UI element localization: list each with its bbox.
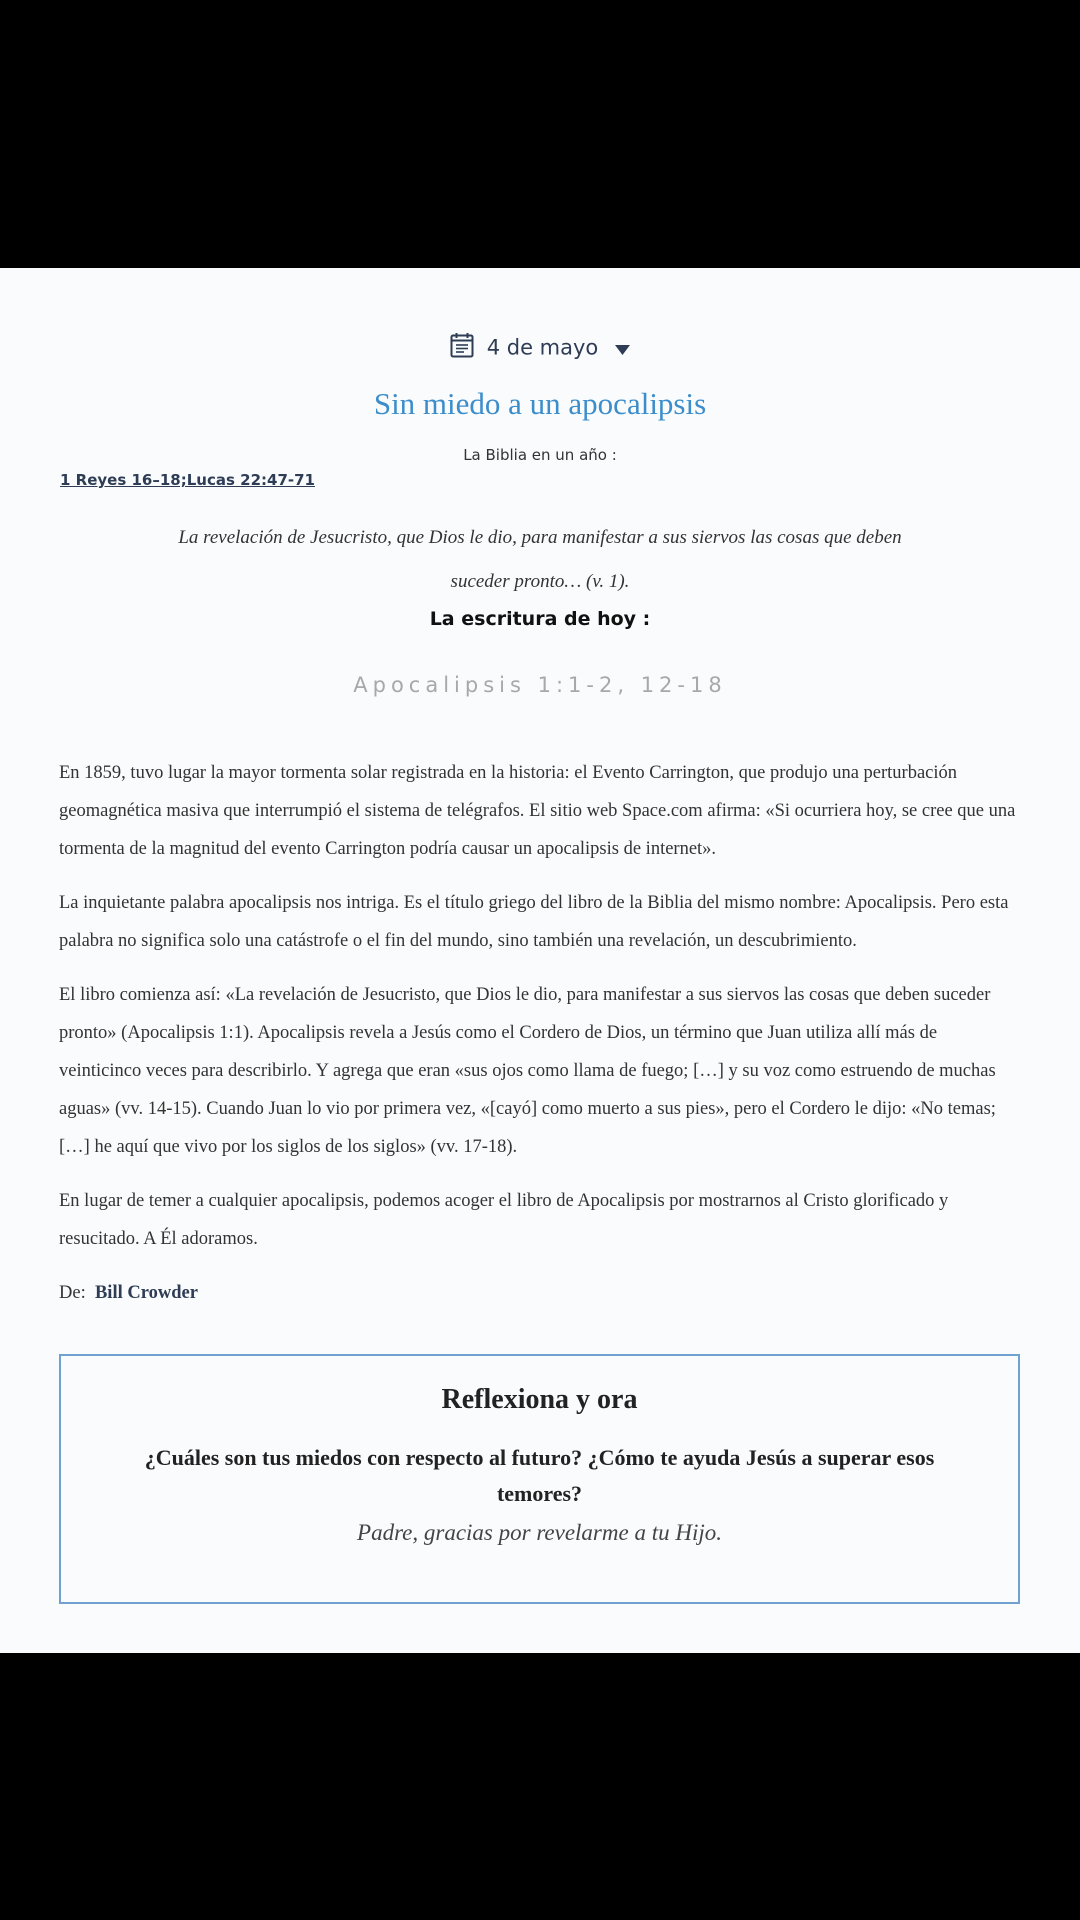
caret-down-icon [615,336,630,360]
scripture-reference-link[interactable]: Apocalipsis 1:1-2, 12-18 [353,673,727,697]
date-label: 4 de mayo [486,335,599,360]
key-verse: La revelación de Jesucristo, que Dios le dio, para manifestar a sus siervos las cosas que deben suceder pronto… (v. 1). [178,527,902,592]
bible-reading-link[interactable]: 1 Reyes 16–18;Lucas 22:47-71 [60,471,315,489]
paragraph: El libro comienza así: «La revelación de Jesucristo, que Dios le dio, para manifestar a sus siervos las cosas que deben suceder pronto» (Apocalipsis 1:1). Apocalipsis revela a Jesús como el Cordero de Dios, un término que Juan utiliza allí más de veinticinco veces para describirlo. Y agrega que eran «sus ojos como llama de fuego; […] y su voz como estruendo de muchas aguas» (vv. 14-15). Cuando Juan lo vio por primera vez, «[cayó] como muerto a sus pies», pero el Cordero le dijo: «No temas; […] he aquí que vivo por los siglos de los siglos» (vv. 17-18). [59,985,996,1157]
article-body [59,754,1021,1328]
bible-in-a-year-label: La Biblia en un año : [463,446,617,464]
date-selector[interactable] [0,332,1080,363]
devotional-page [0,268,1080,1653]
reflection-prayer: Padre, gracias por revelarme a tu Hijo. [357,1520,722,1545]
paragraph: La inquietante palabra apocalipsis nos intriga. Es el título griego del libro de la Biblia del mismo nombre: Apocalipsis. Pero esta palabra no significa solo una catástrofe o el fin del mundo, sino también una revelación, un descubrimiento. [59,893,1009,951]
paragraph: En 1859, tuvo lugar la mayor tormenta solar registrada en la historia: el Evento Carrington, que produjo una perturbación geomagnética masiva que interrumpió el sistema de telégrafos. El sitio web Space.com afirma: «Si ocurriera hoy, se cree que una tormenta de la magnitud del evento Carrington podría causar un apocalipsis de internet». [59,763,1016,859]
calendar-icon [450,332,474,363]
author-line [59,1274,1021,1312]
author-label: De: [59,1283,86,1303]
reflection-box [59,1354,1020,1604]
devotional-title: Sin miedo a un apocalipsis [373,386,707,421]
paragraph: En lugar de temer a cualquier apocalipsis, podemos acoger el libro de Apocalipsis por mostrarnos al Cristo glorificado y resucitado. A Él adoramos. [59,1191,949,1249]
reflection-title: Reflexiona y ora [441,1384,638,1415]
author-name-link[interactable]: Bill Crowder [94,1283,198,1303]
reflection-question: ¿Cuáles son tus miedos con respecto al futuro? ¿Cómo te ayuda Jesús a superar esos temores? [144,1445,935,1506]
scripture-heading: La escritura de hoy : [429,608,651,630]
